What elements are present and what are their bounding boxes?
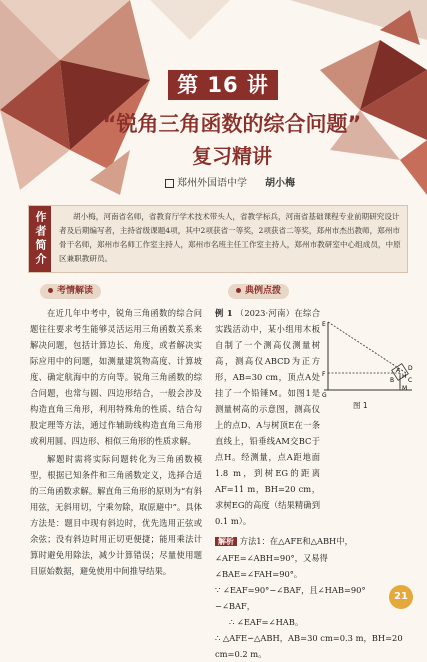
author-intro-text: 胡小梅，河南省名师，省教育厅学术技术带头人，省教学标兵，河南省基础课程专业前期研究设计者及后期编写者，主持省级课题4项，其中2项获省一等奖，2项获省二等奖，郑州市杰出教师，郑州市骨干名师，郑州市名师工作室主持人，郑州市名班主任工作室主持人，郑州市教研室中心组成员，中原区兼职教研员。 <box>59 212 401 263</box>
figure-label: B <box>390 377 395 384</box>
example-label: 例 1 <box>215 308 233 318</box>
solution-line: 方法1：在△AFE和△ABH中，∠AFE=∠ABH=90°，又易得∠BAE=∠FAH=90°。 <box>215 536 353 579</box>
figure-label: F <box>322 371 326 378</box>
figure-label: H <box>402 373 407 380</box>
byline <box>165 174 295 189</box>
analysis-paragraph: 解题时需将实际问题转化为三角函数模型，根据已知条件和三角函数定义，选择合适的三角函数求解。解直角三角形的原则为“有斜用弦，无斜用切，宁乘勿除，取原避中”。具体方法是：题目中现有斜边时，优先选用正弦或余弦；没有斜边时用正切更便捷；能用乘法计算时避免用除法，减少计算错误；尽量使用题目原始数据，避免使用中间推导结果。 <box>30 454 202 576</box>
section-heading-examples: 典例点拨 <box>228 284 289 299</box>
solution-line: ∵ ∠EAF=90°−∠BAF，且∠HAB=90°−∠BAF， <box>215 585 366 611</box>
author-intro-tab: 作者简介 <box>29 206 51 272</box>
solution-line: ∴ ∠EAF=∠HAB。 <box>229 617 304 627</box>
school-name: 郑州外国语中学 <box>177 178 247 189</box>
figure-tree-measure <box>322 318 414 398</box>
square-icon <box>165 179 174 188</box>
geometric-shapes-art <box>0 0 427 200</box>
example-text: （2023·河南）在综合实践活动中，某小组用木板自制了一个测高仪测量树高，测高仪ABCD为正方形，AB=30 cm，顶点A处挂了一个铅锤M。如图1是测量树高的示意图，测高仪上的点D、A与树顶E在一条直线上，铅垂线AM交BC于点H。经测量，点A距地面1.8 m，到树EG的距离AF=11 m，BH=20 cm，求树EG的高度（结果精确到0.1 m）。 <box>215 308 320 526</box>
section-heading-analysis: 考情解读 <box>40 284 101 299</box>
author-name: 胡小梅 <box>265 178 295 189</box>
lecture-badge: 第 16 讲 <box>168 70 278 100</box>
solution-label: 解析 <box>215 537 237 546</box>
analysis-column <box>30 305 202 581</box>
figure-label: C <box>408 377 413 384</box>
page-subtitle: 复习精讲 <box>192 144 272 168</box>
author-intro-box <box>28 205 408 273</box>
example-problem <box>215 305 320 529</box>
figure-label: G <box>322 392 327 398</box>
figure-caption: 图 1 <box>353 401 368 410</box>
solution-block <box>215 533 405 582</box>
figure-label: D <box>408 365 413 372</box>
figure-label: M <box>402 385 408 392</box>
solution-line: ∴ △AFE∽△ABH，AB=30 cm=0.3 m，BH=20 cm=0.2 m。 <box>215 633 403 659</box>
figure-label: E <box>322 321 326 328</box>
page-number: 21 <box>389 585 413 609</box>
analysis-paragraph: 在近几年中考中，锐角三角函数的综合问题往往要求考生能够灵活运用三角函数关系来解决问题，包括计算边长、角度，或者解决实际应用中的问题，如测量建筑物高度、计算坡度、确定航海中的方向等。锐角三角函数的综合问题，也常与圆、四边形结合，一般会涉及构造直角三角形，利用特殊角的性质、结合勾股定理等方法，通过作辅助线构造直角三角形或利用圆、四边形、相似三角形的性质求解。 <box>30 308 202 446</box>
page-title: “锐角三角函数的综合问题” <box>102 112 362 136</box>
figure-label: A <box>396 367 401 374</box>
banner-decoration <box>0 0 427 200</box>
